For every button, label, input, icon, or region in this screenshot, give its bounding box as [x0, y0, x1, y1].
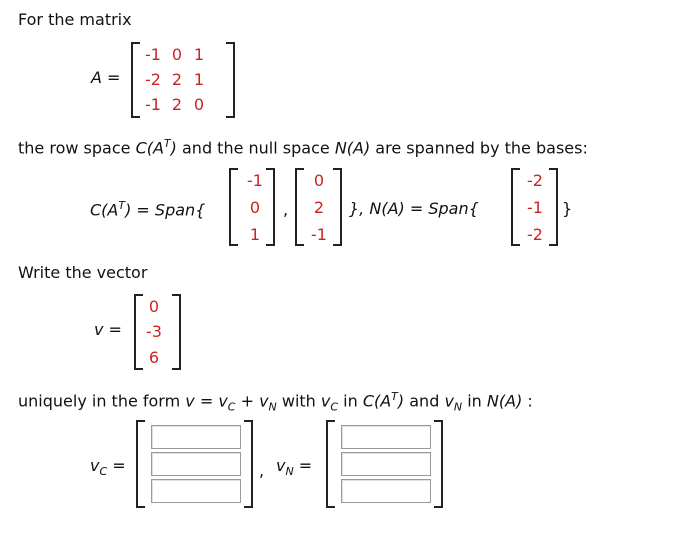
right-bracket [549, 168, 558, 246]
right-bracket [172, 294, 181, 370]
vc-input-2[interactable] [151, 452, 241, 476]
write-text: Write the vector [18, 263, 148, 282]
vn-input-3[interactable] [341, 479, 431, 503]
vector-cell: 0 [148, 297, 160, 316]
matrix-cell: -1 [145, 45, 161, 64]
vector-cell: -1 [247, 171, 263, 190]
matrix-label: A = [91, 68, 121, 87]
matrix-cell: -2 [145, 70, 161, 89]
row-null-sentence: the row space $C(A^T)$ and the null space N(A) are spanned by the bases: [18, 137, 588, 158]
vc-input-3[interactable] [151, 479, 241, 503]
vector-cell: 6 [148, 348, 160, 367]
left-bracket [326, 420, 335, 508]
vector-cell: -2 [527, 171, 543, 190]
matrix-cell: 1 [193, 70, 205, 89]
vector-cell: 0 [313, 171, 325, 190]
left-bracket [295, 168, 304, 246]
matrix-cell: 1 [193, 45, 205, 64]
intro-text: For the matrix [18, 10, 132, 29]
vc-input-1[interactable] [151, 425, 241, 449]
right-bracket [226, 42, 235, 118]
left-bracket [511, 168, 520, 246]
vector-cell: -3 [146, 322, 162, 341]
vector-cell: -1 [527, 198, 543, 217]
right-bracket [434, 420, 443, 508]
matrix-cell: 0 [171, 45, 183, 64]
comma: , [283, 200, 289, 219]
close-brace: } [562, 199, 573, 218]
vn-label: $v_N$ = [276, 456, 313, 479]
matrix-cell: 2 [171, 95, 183, 114]
matrix-cell: -1 [145, 95, 161, 114]
vector-cell: -1 [311, 225, 327, 244]
vn-input-1[interactable] [341, 425, 431, 449]
vector-cell: 1 [249, 225, 261, 244]
vn-input-2[interactable] [341, 452, 431, 476]
row-space-label: $C(A^T)$ = Span{ [90, 199, 206, 220]
matrix-cell: 0 [193, 95, 205, 114]
answer-comma: , [259, 461, 265, 480]
right-bracket [244, 420, 253, 508]
matrix-cell: 2 [171, 70, 183, 89]
null-space-label: }, N(A) = Span{ [349, 199, 479, 218]
vc-label: $v_C$ = [90, 456, 126, 479]
vector-cell: -2 [527, 225, 543, 244]
vector-cell: 2 [313, 198, 325, 217]
right-bracket [333, 168, 342, 246]
left-bracket [229, 168, 238, 246]
left-bracket [136, 420, 145, 508]
vector-v-label: v = [94, 320, 122, 339]
vector-cell: 0 [249, 198, 261, 217]
unique-sentence: uniquely in the form $v = v_C + v_N$ with $v_C$ in $C(A^T)$ and $v_N$ in N(A) : [18, 390, 533, 414]
left-bracket [131, 42, 140, 118]
